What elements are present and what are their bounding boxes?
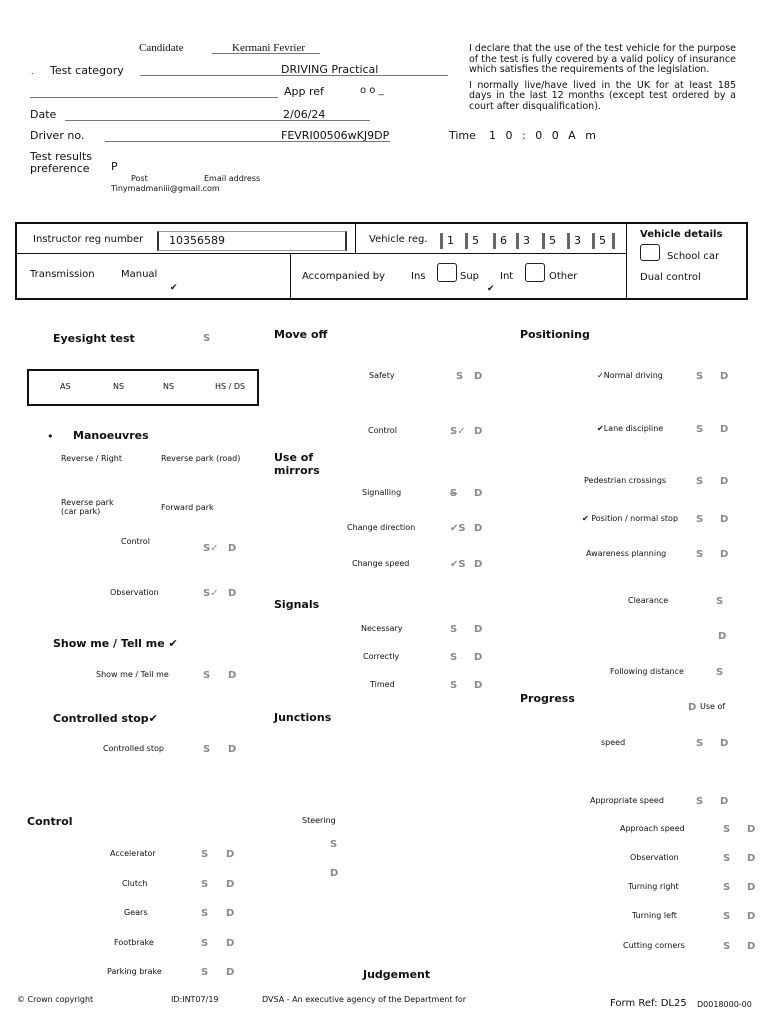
- control-item-label: Accelerator: [110, 849, 156, 858]
- control-item-d[interactable]: D: [226, 879, 235, 890]
- normal-driving-s[interactable]: S: [696, 371, 704, 382]
- appropriate-speed-d[interactable]: D: [720, 796, 729, 807]
- vehicle-reg-digit[interactable]: 3: [516, 233, 530, 249]
- mirrors-change-speed-d[interactable]: D: [474, 559, 483, 570]
- forward-park-label[interactable]: Forward park: [161, 503, 214, 512]
- junctions-title: Junctions: [274, 711, 332, 724]
- accompanied-label: Accompanied by: [302, 271, 386, 282]
- vehicle-reg-digit[interactable]: 5: [465, 233, 479, 249]
- judgement-title: Judgement: [363, 968, 431, 981]
- control-item-d[interactable]: D: [226, 938, 235, 949]
- mirrors-signalling-s[interactable]: S: [450, 488, 458, 499]
- ins-label: Ins: [411, 271, 426, 282]
- driver-no-value[interactable]: FEVRI00506wKJ9DP: [281, 129, 390, 142]
- following-distance-label: Following distance: [610, 667, 684, 676]
- controlled-stop-label: Controlled stop: [103, 744, 164, 753]
- controlled-stop-s[interactable]: S: [203, 744, 211, 755]
- control-item-label: Clutch: [122, 879, 148, 888]
- progress-title: Progress: [520, 692, 575, 705]
- awareness-planning-d[interactable]: D: [720, 549, 729, 560]
- results-preference-value[interactable]: P: [111, 160, 118, 173]
- observation-s[interactable]: S: [723, 853, 731, 864]
- sup-check-icon: ✔: [487, 284, 495, 294]
- following-distance-s[interactable]: S: [716, 667, 724, 678]
- control-item-s[interactable]: S: [201, 908, 209, 919]
- show-me-s[interactable]: S: [203, 670, 211, 681]
- speed-s[interactable]: S: [696, 738, 704, 749]
- speed-label: speed: [601, 738, 626, 747]
- control-item-s[interactable]: S: [201, 938, 209, 949]
- mirrors-signalling-d[interactable]: D: [474, 488, 483, 499]
- time-label: Time: [449, 129, 476, 142]
- turning-left-s[interactable]: S: [723, 911, 731, 922]
- eyesight-cell[interactable]: AS: [60, 382, 71, 391]
- clearance-s[interactable]: S: [716, 596, 724, 607]
- awareness-planning-s[interactable]: S: [696, 549, 704, 560]
- move-off-title: Move off: [274, 328, 328, 341]
- lane-discipline-d[interactable]: D: [720, 424, 729, 435]
- observation-d[interactable]: D: [747, 853, 756, 864]
- signals-item-s[interactable]: S: [450, 652, 458, 663]
- control-item-s[interactable]: S: [201, 879, 209, 890]
- control-item-label: Parking brake: [107, 967, 162, 976]
- eyesight-cell[interactable]: HS / DS: [215, 382, 246, 391]
- normal-driving-label: ✓Normal driving: [597, 371, 663, 380]
- clearance-label: Clearance: [628, 596, 669, 605]
- school-car-label: School car: [667, 251, 720, 262]
- approach-speed-d[interactable]: D: [747, 824, 756, 835]
- show-me-label: Show me / Tell me: [96, 670, 169, 679]
- vehicle-reg-digit[interactable]: 1: [440, 233, 454, 249]
- controlled-stop-title: Controlled stop✔: [53, 712, 158, 725]
- mirrors-change-direction-d[interactable]: D: [474, 523, 483, 534]
- cutting-corners-label: Cutting corners: [623, 941, 685, 950]
- form-code-text: D0018000-00: [697, 1000, 752, 1009]
- signals-item-label: Correctly: [363, 652, 400, 661]
- eyesight-title: Eyesight test: [53, 332, 135, 345]
- pedestrian-crossings-s[interactable]: S: [696, 476, 704, 487]
- time-value[interactable]: 1 0 : 0 0 A m: [489, 129, 599, 142]
- move-off-safety-s[interactable]: S: [456, 371, 464, 382]
- transmission-check-icon: ✔: [170, 283, 178, 293]
- signals-item-s[interactable]: S: [450, 624, 458, 635]
- int-checkbox[interactable]: [525, 263, 545, 282]
- test-category-value[interactable]: DRIVING Practical: [281, 63, 379, 76]
- app-ref-label: App ref: [284, 85, 324, 98]
- control-item-s[interactable]: S: [201, 849, 209, 860]
- speed-d[interactable]: D: [720, 738, 729, 749]
- control-item-s[interactable]: S: [201, 967, 209, 978]
- post-option[interactable]: Post: [131, 174, 148, 183]
- reverse-park-road-label[interactable]: Reverse park (road): [161, 454, 241, 463]
- candidate-label: Candidate: [139, 42, 184, 54]
- signals-item-label: Necessary: [361, 624, 403, 633]
- signals-item-d[interactable]: D: [474, 652, 483, 663]
- form-ref-text: Form Ref: DL25: [610, 998, 687, 1009]
- transmission-value[interactable]: Manual: [121, 269, 158, 280]
- normal-driving-d[interactable]: D: [720, 371, 729, 382]
- vehicle-reg-digit[interactable]: 6: [493, 233, 507, 249]
- copyright-text: © Crown copyright: [17, 995, 94, 1004]
- driver-no-label: Driver no.: [30, 129, 85, 142]
- clearance-d[interactable]: D: [718, 631, 727, 642]
- junctions-steering-s[interactable]: S: [330, 839, 338, 850]
- lane-discipline-s[interactable]: S: [696, 424, 704, 435]
- transmission-label: Transmission: [30, 269, 95, 280]
- position-stop-d[interactable]: D: [720, 514, 729, 525]
- turning-right-d[interactable]: D: [747, 882, 756, 893]
- move-off-control-s[interactable]: S✓: [450, 426, 466, 437]
- app-ref-marks[interactable]: o o _: [360, 85, 384, 96]
- controlled-stop-d[interactable]: D: [228, 744, 237, 755]
- control-item-label: Footbrake: [114, 938, 154, 947]
- show-me-d[interactable]: D: [228, 670, 237, 681]
- control-item-d[interactable]: D: [226, 849, 235, 860]
- mirrors-change-direction-s[interactable]: ✔S: [450, 523, 466, 534]
- move-off-control-label: Control: [368, 426, 397, 435]
- mirrors-signalling-label: Signalling: [362, 488, 402, 497]
- pedestrian-crossings-label: Pedestrian crossings: [584, 476, 667, 485]
- control-item-d[interactable]: D: [226, 908, 235, 919]
- manoeuvres-title: Manoeuvres: [73, 429, 149, 442]
- lane-discipline-label: ✔Lane discipline: [597, 424, 664, 433]
- vehicle-reg-label: Vehicle reg.: [369, 234, 428, 245]
- move-off-safety-label: Safety: [369, 371, 395, 380]
- show-me-title: Show me / Tell me ✔: [53, 637, 178, 650]
- manoeuvre-observation-label: Observation: [110, 588, 159, 597]
- manoeuvre-control-d[interactable]: D: [228, 543, 237, 554]
- turning-right-s[interactable]: S: [723, 882, 731, 893]
- approach-speed-s[interactable]: S: [723, 824, 731, 835]
- control-item-label: Gears: [124, 908, 148, 917]
- declaration-residence: I normally live/have lived in the UK for at least 185 days in the last 12 months (except test ordered by a court after disqualification).: [469, 79, 736, 112]
- use-of-label: Use of: [700, 702, 726, 711]
- eyesight-cell[interactable]: NS: [113, 382, 125, 391]
- position-stop-s[interactable]: S: [696, 514, 704, 525]
- position-stop-label: ✔ Position / normal stop: [582, 514, 679, 523]
- junctions-steering-d[interactable]: D: [330, 868, 339, 879]
- mirrors-change-speed-s[interactable]: ✔S: [450, 559, 466, 570]
- control-title: Control: [27, 815, 73, 828]
- manoeuvres-bullet-icon: •: [47, 430, 54, 443]
- pedestrian-crossings-d[interactable]: D: [720, 476, 729, 487]
- dual-control-label: Dual control: [640, 272, 701, 283]
- other-label: Other: [549, 271, 578, 282]
- move-off-safety-d[interactable]: D: [474, 371, 483, 382]
- signals-item-s[interactable]: S: [450, 680, 458, 691]
- reverse-park-car-label[interactable]: Reverse park (car park): [61, 498, 114, 516]
- signals-item-label: Timed: [370, 680, 395, 689]
- eyesight-s-mark[interactable]: S: [203, 333, 211, 344]
- mirrors-change-direction-label: Change direction: [347, 523, 416, 532]
- declaration-text: [469, 44, 736, 112]
- candidate-name[interactable]: Kermani Fevrier: [232, 42, 305, 54]
- date-value[interactable]: 2/06/24: [283, 108, 326, 121]
- appropriate-speed-s[interactable]: S: [696, 796, 704, 807]
- form-id-text: ID:INT07/19: [171, 995, 219, 1004]
- ins-checkbox[interactable]: [437, 263, 457, 282]
- manoeuvre-observation-s[interactable]: S✓: [203, 588, 219, 599]
- email-value[interactable]: Tinymadmaniii@gmail.com: [111, 184, 220, 193]
- email-option[interactable]: Email address: [204, 174, 261, 183]
- turning-left-label: Turning left: [632, 911, 677, 920]
- test-category-label: Test category: [50, 64, 124, 77]
- junctions-steering-label: Steering: [302, 816, 336, 825]
- observation-label: Observation: [630, 853, 679, 862]
- vehicle-details-label: Vehicle details: [640, 229, 723, 240]
- mirrors-title: Use of mirrors: [274, 451, 320, 477]
- turning-left-d[interactable]: D: [747, 911, 756, 922]
- appropriate-speed-label: Appropriate speed: [590, 796, 664, 805]
- positioning-title: Positioning: [520, 328, 590, 341]
- manoeuvre-control-s[interactable]: S✓: [203, 543, 219, 554]
- int-label: Int: [500, 271, 514, 282]
- awareness-planning-label: Awareness planning: [586, 549, 667, 558]
- instructor-reg-value[interactable]: 10356589: [169, 234, 225, 247]
- vehicle-reg-digit[interactable]: 5: [542, 233, 556, 249]
- manoeuvre-observation-d[interactable]: D: [228, 588, 237, 599]
- eyesight-cell[interactable]: NS: [163, 382, 175, 391]
- instructor-reg-label: Instructor reg number: [33, 234, 144, 245]
- vehicle-reg-digit[interactable]: 5: [592, 233, 615, 249]
- signals-item-d[interactable]: D: [474, 680, 483, 691]
- mirrors-change-speed-label: Change speed: [352, 559, 410, 568]
- dvsa-text: DVSA - An executive agency of the Department for: [262, 995, 466, 1004]
- cutting-corners-s[interactable]: S: [723, 941, 731, 952]
- date-label: Date: [30, 108, 57, 121]
- control-item-d[interactable]: D: [226, 967, 235, 978]
- manoeuvre-control-label: Control: [121, 537, 150, 546]
- school-car-checkbox[interactable]: [640, 244, 660, 261]
- signals-title: Signals: [274, 598, 320, 611]
- approach-speed-label: Approach speed: [620, 824, 685, 833]
- vehicle-reg-digit[interactable]: 3: [567, 233, 581, 249]
- signals-item-d[interactable]: D: [474, 624, 483, 635]
- reverse-right-label[interactable]: Reverse / Right: [61, 454, 123, 463]
- use-of-speed-d[interactable]: D: [688, 702, 697, 713]
- turning-right-label: Turning right: [628, 882, 679, 891]
- results-preference-label: Test results preference: [30, 150, 93, 175]
- declaration-insurance: I declare that the use of the test vehicle for the purpose of the test is fully covered by a valid policy of insurance which satisfies the requirements of the legislation.: [469, 43, 736, 75]
- move-off-control-d[interactable]: D: [474, 426, 483, 437]
- sup-label: Sup: [460, 271, 480, 282]
- cutting-corners-d[interactable]: D: [747, 941, 756, 952]
